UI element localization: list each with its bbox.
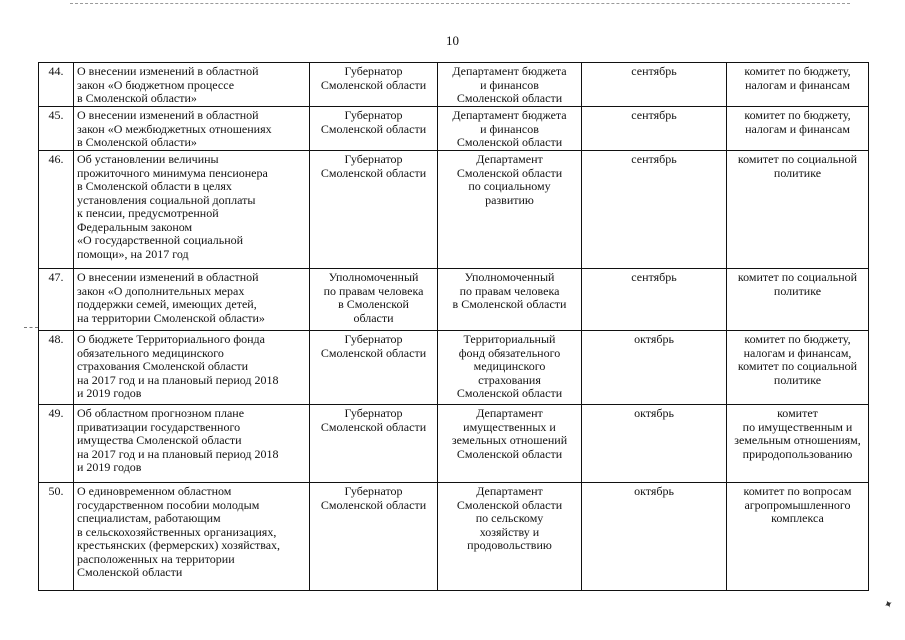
- bill-title-line: и 2019 годов: [77, 386, 142, 400]
- responsible-body-line: Департамент: [476, 484, 543, 498]
- initiator-line: Губернатор: [344, 332, 403, 346]
- responsible-body: [438, 331, 582, 405]
- table-row: [39, 405, 869, 483]
- bill-title-line: крестьянских (фермерских) хозяйствах,: [77, 538, 281, 552]
- submission-month: сентябрь: [582, 151, 727, 269]
- initiator: [310, 483, 438, 591]
- top-border-line: [70, 3, 850, 4]
- committee: [727, 405, 869, 483]
- responsible-body-line: Смоленской области: [456, 446, 563, 461]
- bill-title-line: на 2017 год и на плановый период 2018: [77, 446, 279, 461]
- initiator-line: Смоленской области: [320, 121, 427, 136]
- responsible-body-line: и финансов: [480, 121, 539, 136]
- responsible-body-line: Территориальный: [463, 332, 556, 346]
- submission-month: октябрь: [582, 405, 727, 483]
- committee: [727, 483, 869, 591]
- responsible-body-line: страхования: [478, 372, 541, 387]
- initiator-line: по правам человека: [323, 283, 424, 298]
- committee-line: земельным отношениям,: [734, 433, 861, 447]
- initiator-line: Смоленской области: [320, 419, 427, 434]
- bill-title-line: поддержки семей, имеющих детей,: [77, 297, 257, 311]
- committee-line: политике: [773, 283, 822, 298]
- bill-title-line: закон «О бюджетном процессе: [77, 77, 235, 92]
- page-number: 10: [446, 33, 459, 48]
- responsible-body-line: Департамент: [476, 406, 543, 420]
- bill-title: [74, 405, 310, 483]
- margin-mark: [24, 327, 38, 328]
- bill-title: [74, 107, 310, 151]
- responsible-body: [438, 63, 582, 107]
- bill-title-line: расположенных на территории: [77, 551, 235, 566]
- committee-line: налогам и финансам: [745, 77, 850, 92]
- committee: [727, 151, 869, 269]
- responsible-body-line: Уполномоченный: [464, 270, 555, 284]
- committee-line: комитет по социальной: [737, 359, 858, 373]
- committee-line: комитет по бюджету,: [744, 64, 851, 78]
- initiator-line: в Смоленской: [338, 297, 409, 311]
- responsible-body: [438, 107, 582, 151]
- bill-title-line: на территории Смоленской области»: [77, 310, 265, 325]
- initiator-line: области: [353, 310, 394, 325]
- bill-title-line: на 2017 год и на плановый период 2018: [77, 372, 279, 387]
- initiator-line: Губернатор: [344, 64, 403, 78]
- responsible-body-line: Смоленской области: [456, 386, 563, 400]
- bill-title: [74, 269, 310, 331]
- responsible-body-line: Департамент бюджета: [452, 108, 567, 122]
- initiator: [310, 63, 438, 107]
- bill-title-line: Смоленской области: [77, 565, 183, 579]
- bill-title-line: имущества Смоленской области: [77, 433, 242, 447]
- initiator-line: Губернатор: [344, 406, 403, 420]
- bill-title-line: Об областном прогнозном плане: [77, 406, 245, 420]
- responsible-body-line: Департамент: [476, 152, 543, 166]
- committee-line: комитет по социальной: [737, 270, 858, 284]
- committee-line: комплекса: [771, 511, 824, 525]
- bill-title-line: и 2019 годов: [77, 460, 142, 474]
- bill-title-line: прожиточного минимума пенсионера: [77, 165, 268, 180]
- committee: [727, 107, 869, 151]
- submission-month: сентябрь: [582, 63, 727, 107]
- bill-title-line: О бюджете Территориального фонда: [77, 332, 265, 346]
- bill-title: [74, 63, 310, 107]
- committee: [727, 269, 869, 331]
- row-number: 46.: [39, 151, 74, 269]
- bill-title-line: государственном пособии молодым: [77, 497, 260, 512]
- committee: [727, 63, 869, 107]
- row-number: 45.: [39, 107, 74, 151]
- bill-title-line: О внесении изменений в областной: [77, 270, 259, 284]
- responsible-body-line: фонд обязательного: [458, 345, 561, 360]
- row-number: 50.: [39, 483, 74, 591]
- initiator-line: Губернатор: [344, 108, 403, 122]
- bill-title-line: в Смоленской области в целях: [77, 179, 232, 193]
- table-row: [39, 63, 869, 107]
- submission-month: октябрь: [582, 483, 727, 591]
- bill-title-line: в Смоленской области»: [77, 135, 197, 149]
- bill-title: [74, 483, 310, 591]
- bill-title-line: О внесении изменений в областной: [77, 64, 259, 78]
- responsible-body: [438, 405, 582, 483]
- committee-line: комитет по социальной: [737, 152, 858, 166]
- row-number: 47.: [39, 269, 74, 331]
- submission-month: сентябрь: [582, 269, 727, 331]
- bill-title: [74, 151, 310, 269]
- committee-line: налогам и финансам: [745, 121, 850, 136]
- initiator-line: Смоленской области: [320, 345, 427, 360]
- bill-title-line: «О государственной социальной: [77, 233, 244, 247]
- responsible-body-line: развитию: [485, 192, 534, 207]
- committee-line: комитет по вопросам: [743, 484, 852, 498]
- bill-title-line: помощи», на 2017 год: [77, 246, 189, 261]
- initiator-line: Смоленской области: [320, 77, 427, 92]
- committee-line: природопользованию: [742, 446, 853, 461]
- committee-line: политике: [773, 372, 822, 387]
- bill-title-line: страхования Смоленской области: [77, 359, 249, 373]
- initiator-line: Уполномоченный: [328, 270, 419, 284]
- initiator-line: Смоленской области: [320, 497, 427, 512]
- bill-title-line: обязательного медицинского: [77, 345, 224, 360]
- table-row: [39, 107, 869, 151]
- submission-month: октябрь: [582, 331, 727, 405]
- bill-title-line: специалистам, работающим: [77, 511, 221, 525]
- responsible-body-line: медицинского: [473, 359, 546, 373]
- table-row: [39, 151, 869, 269]
- table-row: [39, 483, 869, 591]
- bill-title-line: в Смоленской области»: [77, 91, 197, 105]
- responsible-body-line: имущественных и: [463, 419, 556, 434]
- bill-title-line: приватизации государственного: [77, 419, 241, 434]
- responsible-body-line: Смоленской области: [456, 91, 563, 105]
- row-number: 44.: [39, 63, 74, 107]
- responsible-body-line: по правам человека: [459, 283, 560, 298]
- responsible-body: [438, 483, 582, 591]
- committee: [727, 331, 869, 405]
- committee-line: политике: [773, 165, 822, 180]
- bill-title-line: Федеральным законом: [77, 219, 193, 234]
- responsible-body-line: по сельскому: [475, 511, 544, 525]
- initiator: [310, 331, 438, 405]
- bill-title-line: О единовременном областном: [77, 484, 232, 498]
- bill-title-line: в сельскохозяйственных организациях,: [77, 524, 277, 539]
- table-row: [39, 269, 869, 331]
- table-body: [39, 63, 869, 591]
- legislation-plan-table: [38, 62, 869, 591]
- responsible-body: [438, 151, 582, 269]
- bill-title-line: Об установлении величины: [77, 152, 219, 166]
- bill-title-line: О внесении изменений в областной: [77, 108, 259, 122]
- responsible-body-line: Смоленской области: [456, 497, 563, 512]
- responsible-body: [438, 269, 582, 331]
- bill-title-line: закон «О дополнительных мерах: [77, 283, 245, 298]
- row-number: 49.: [39, 405, 74, 483]
- committee-line: по имущественным и: [742, 419, 853, 434]
- committee-line: комитет по бюджету,: [744, 332, 851, 346]
- responsible-body-line: Смоленской области: [456, 165, 563, 180]
- committee-line: комитет по бюджету,: [744, 108, 851, 122]
- row-number: 48.: [39, 331, 74, 405]
- initiator: [310, 405, 438, 483]
- ink-mark-icon: ✦: [882, 597, 896, 613]
- responsible-body-line: продовольствию: [467, 538, 552, 552]
- responsible-body-line: в Смоленской области: [452, 297, 567, 311]
- initiator-line: Губернатор: [344, 152, 403, 166]
- initiator: [310, 107, 438, 151]
- responsible-body-line: и финансов: [480, 77, 539, 92]
- committee-line: агропромышленного: [744, 497, 851, 512]
- responsible-body-line: Смоленской области: [456, 135, 563, 149]
- responsible-body-line: земельных отношений: [451, 433, 568, 447]
- initiator-line: Губернатор: [344, 484, 403, 498]
- table-row: [39, 331, 869, 405]
- bill-title-line: закон «О межбюджетных отношениях: [77, 121, 272, 136]
- responsible-body-line: хозяйству и: [479, 524, 540, 539]
- committee-line: налогам и финансам,: [743, 345, 852, 360]
- committee-line: комитет: [777, 406, 818, 420]
- bill-title-line: установления социальной доплаты: [77, 192, 256, 207]
- initiator-line: Смоленской области: [320, 165, 427, 180]
- submission-month: сентябрь: [582, 107, 727, 151]
- bill-title: [74, 331, 310, 405]
- responsible-body-line: по социальному: [468, 179, 551, 193]
- responsible-body-line: Департамент бюджета: [452, 64, 567, 78]
- bill-title-line: к пенсии, предусмотренной: [77, 206, 219, 220]
- initiator: [310, 269, 438, 331]
- initiator: [310, 151, 438, 269]
